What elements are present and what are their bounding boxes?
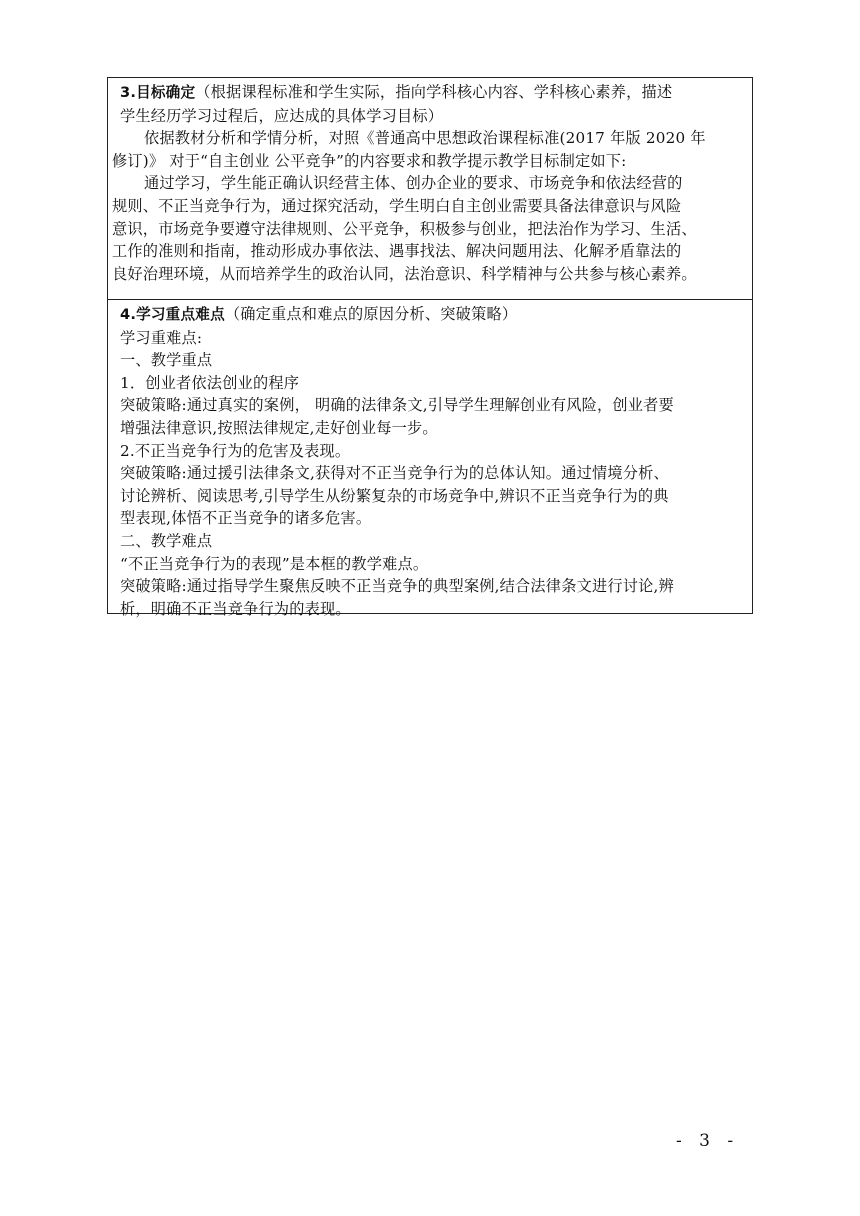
page-number: - 3 - <box>676 1131 740 1151</box>
section-4-line: 讨论辨析、阅读思考,引导学生从纷繁复杂的市场竞争中,辨识不正当竞争行为的典 <box>120 486 669 505</box>
section-4-line: 2.不正当竞争行为的危害及表现。 <box>120 441 351 460</box>
section-3-heading-note-2: 学生经历学习过程后，应达成的具体学习目标） <box>120 106 444 125</box>
section-4-line: 突破策略:通过真实的案例， 明确的法律条文,引导学生理解创业有风险，创业者要 <box>120 396 674 415</box>
section-4-line: 析，明确不正当竞争行为的表现。 <box>120 599 351 618</box>
section-4-heading-line <box>112 303 748 327</box>
section-3-heading-line <box>112 81 748 105</box>
section-3-para2-line: 意识，市场竞争要遵守法律规则、公平竞争，积极参与创业，把法治作为学习、生活、 <box>112 219 697 238</box>
section-4-line: 型表现,体悟不正当竞争的诸多危害。 <box>120 509 372 528</box>
section-3-para2-line: 工作的准则和指南，推动形成办事依法、遇事找法、解决问题用法、化解矛盾靠法的 <box>112 242 682 261</box>
section-4-heading-note: （确定重点和难点的原因分析、突破策略） <box>224 305 518 323</box>
section-4-line: 二、教学难点 <box>120 531 213 550</box>
section-3-para2-line: 规则、不正当竞争行为，通过探究活动，学生明白自主创业需要具备法律意识与风险 <box>112 196 682 215</box>
section-4-line: 1．创业者依法创业的程序 <box>120 373 300 392</box>
lesson-plan-table <box>107 77 753 618</box>
section-3-para2-line: 良好治理环境，从而培养学生的政治认同，法治意识、科学精神与公共参与核心素养。 <box>112 264 697 283</box>
section-4-line: 一、教学重点 <box>120 351 213 370</box>
section-4-line: 突破策略:通过援引法律条文,获得对不正当竞争行为的总体认知。通过情境分析、 <box>120 464 669 483</box>
section-4-line: 突破策略:通过指导学生聚焦反映不正当竞争的典型案例,结合法律条文进行讨论,辨 <box>120 577 674 596</box>
section-3-para1-line: 依据教材分析和学情分析，对照《普通高中思想政治课程标准(2017 年版 2020 年 <box>144 129 706 148</box>
section-4-line: “不正当竞争行为的表现”是本框的教学难点。 <box>120 554 429 573</box>
section-4-line: 学习重难点: <box>120 328 203 347</box>
section-3-goals <box>108 78 752 299</box>
section-3-heading: 3.目标确定 <box>120 84 196 101</box>
section-4-heading: 4.学习重点难点 <box>120 306 225 323</box>
section-4-key-points <box>108 299 752 618</box>
section-3-para1-line: 修订)》 对于“自主创业 公平竞争”的内容要求和教学提示教学目标制定如下: <box>112 151 627 170</box>
section-3-para2-line: 通过学习，学生能正确认识经营主体、创办企业的要求、市场竞争和依法经营的 <box>144 174 683 193</box>
section-4-line: 增强法律意识,按照法律规定,走好创业每一步。 <box>120 418 438 437</box>
section-3-heading-note: （根据课程标准和学生实际，指向学科核心内容、学科核心素养，描述 <box>195 83 673 101</box>
